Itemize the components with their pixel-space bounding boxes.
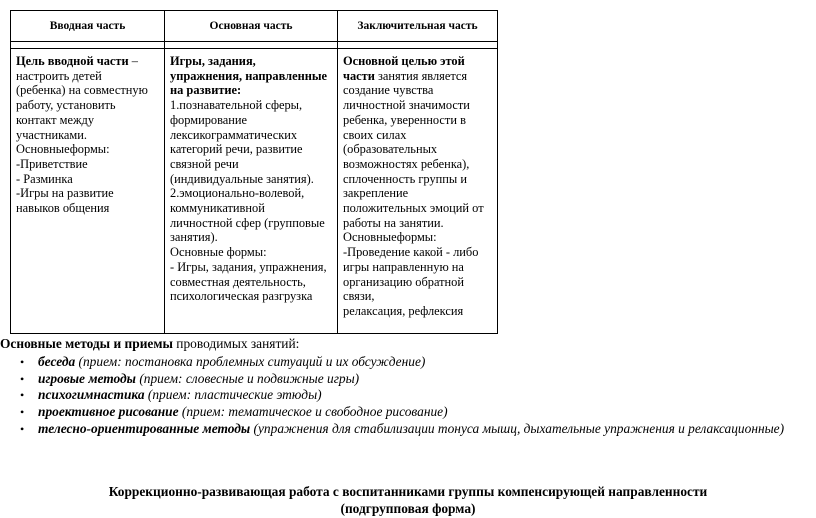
methods-heading-rest: проводимых занятий: bbox=[172, 336, 300, 351]
cell-line bbox=[16, 172, 160, 187]
cell-line-text: связной речи bbox=[170, 156, 239, 171]
cell-line bbox=[343, 289, 493, 304]
cell-line bbox=[16, 128, 160, 143]
cell-line bbox=[170, 98, 333, 113]
cell-line-text: связи, bbox=[343, 289, 375, 304]
cell-line bbox=[343, 216, 493, 231]
bullet-icon: • bbox=[20, 388, 25, 403]
cell-line-bold: упражнения, направленные bbox=[170, 68, 328, 83]
table-gap-row bbox=[11, 42, 498, 49]
section-title bbox=[0, 484, 816, 518]
cell-line-text: - Игры, задания, упражнения, bbox=[170, 259, 327, 274]
method-term: телесно-ориентированные методы bbox=[38, 420, 251, 436]
cell-line-text: контакт между bbox=[16, 112, 95, 127]
cell-line bbox=[170, 83, 333, 98]
cell-line-text: Основныеформы: bbox=[16, 142, 110, 157]
cell-line bbox=[343, 201, 493, 216]
method-description: (прием: тематическое и свободное рисование) bbox=[178, 404, 448, 420]
cell-line bbox=[170, 245, 333, 260]
cell-line bbox=[16, 157, 160, 172]
cell-line bbox=[343, 230, 493, 245]
method-item bbox=[0, 371, 816, 388]
cell-line bbox=[170, 69, 333, 84]
cell-line-text: своих силах bbox=[343, 127, 407, 142]
method-description: (прием: пластические этюды) bbox=[144, 387, 322, 403]
cell-line-text: работу, установить bbox=[16, 98, 116, 113]
cell-line bbox=[343, 172, 493, 187]
methods-heading-bold: Основные методы и приемы bbox=[0, 336, 173, 351]
method-term: проективное рисование bbox=[38, 404, 179, 420]
cell-line-text: (индивидуальные занятия). bbox=[170, 171, 314, 186]
cell-line-text: занятия является bbox=[374, 68, 468, 83]
cell-line-text: работы на занятии. bbox=[343, 215, 444, 230]
cell-line-text: закрепление bbox=[343, 186, 409, 201]
cell-line bbox=[343, 54, 493, 69]
cell-line bbox=[343, 186, 493, 201]
cell-line-bold: Основной целью этой bbox=[343, 54, 465, 68]
cell-line-text: занятия). bbox=[170, 230, 218, 245]
cell-line-text: лексикограмматических bbox=[170, 127, 298, 142]
cell-line bbox=[170, 216, 333, 231]
cell-line-text: коммуникативной bbox=[170, 201, 265, 216]
method-description: (прием: постановка проблемных ситуаций и их обсуждение) bbox=[75, 353, 426, 369]
cell-line-text: создание чувства bbox=[343, 83, 434, 98]
cell-line bbox=[343, 69, 493, 84]
cell-main bbox=[165, 49, 338, 334]
cell-line-text: ребенка, уверенности в bbox=[343, 112, 466, 127]
cell-final bbox=[338, 49, 498, 334]
cell-line-text: формирование bbox=[170, 112, 248, 127]
cell-line bbox=[170, 230, 333, 245]
bullet-icon: • bbox=[20, 421, 25, 436]
cell-line bbox=[16, 201, 160, 216]
cell-line-text: положительных эмоций от bbox=[343, 201, 484, 216]
cell-line-text: 2.эмоционально-волевой, bbox=[170, 186, 305, 201]
method-term: беседа bbox=[38, 353, 76, 369]
cell-line-bold: части bbox=[343, 68, 375, 83]
table-body-row bbox=[11, 49, 498, 334]
method-term: игровые методы bbox=[38, 370, 136, 386]
cell-line-text: (ребенка) на совместную bbox=[16, 83, 148, 98]
method-item bbox=[0, 421, 816, 438]
cell-line bbox=[16, 98, 160, 113]
cell-line-text: релаксация, рефлексия bbox=[343, 303, 464, 318]
cell-line bbox=[170, 201, 333, 216]
cell-line-text: участниками. bbox=[16, 127, 88, 142]
method-term: психогимнастика bbox=[38, 387, 145, 403]
method-item bbox=[0, 387, 816, 404]
cell-line-bold: Игры, задания, bbox=[170, 54, 256, 68]
lesson-structure-table bbox=[10, 10, 498, 334]
cell-line bbox=[16, 54, 160, 69]
cell-line-text: Основные формы: bbox=[170, 245, 267, 260]
cell-line-text: (образовательных bbox=[343, 142, 438, 157]
method-item bbox=[0, 354, 816, 371]
cell-line-text: 1.познавательной сферы, bbox=[170, 98, 303, 113]
cell-line bbox=[170, 260, 333, 275]
header-main: Основная часть bbox=[165, 11, 338, 42]
cell-line bbox=[343, 304, 493, 319]
cell-line-text: -Проведение какой - либо bbox=[343, 245, 479, 260]
cell-line bbox=[343, 98, 493, 113]
cell-line bbox=[170, 172, 333, 187]
cell-line bbox=[16, 142, 160, 157]
cell-line-bold: Цель вводной части bbox=[16, 54, 129, 68]
cell-line-bold: на развитие: bbox=[170, 83, 242, 98]
methods-list bbox=[0, 354, 816, 438]
cell-line-text: сплоченность группы и bbox=[343, 171, 467, 186]
cell-line bbox=[343, 275, 493, 290]
method-description: (упражнения для стабилизации тонуса мышц, дыхательные упражнения и релаксационные) bbox=[250, 420, 785, 436]
section-title-line2: (подгрупповая форма) bbox=[340, 500, 476, 516]
cell-line bbox=[170, 142, 333, 157]
cell-line bbox=[170, 128, 333, 143]
cell-line-text: Основныеформы: bbox=[343, 230, 437, 245]
cell-line bbox=[170, 275, 333, 290]
cell-line-text: игры направленную на bbox=[343, 259, 464, 274]
header-intro: Вводная часть bbox=[11, 11, 165, 42]
cell-line bbox=[343, 113, 493, 128]
cell-line-text: психологическая разгрузка bbox=[170, 289, 313, 304]
bullet-icon: • bbox=[20, 405, 25, 420]
cell-line bbox=[170, 157, 333, 172]
methods-section bbox=[0, 336, 816, 438]
cell-line-text: личностной значимости bbox=[343, 98, 470, 113]
header-final: Заключительная часть bbox=[338, 11, 498, 42]
cell-line bbox=[343, 245, 493, 260]
cell-line-text: -Приветствие bbox=[16, 156, 88, 171]
method-description: (прием: словесные и подвижные игры) bbox=[135, 370, 360, 386]
cell-line-text: настроить детей bbox=[16, 68, 102, 83]
cell-intro bbox=[11, 49, 165, 334]
cell-line bbox=[343, 128, 493, 143]
cell-line bbox=[343, 142, 493, 157]
cell-line-text: возможностях ребенка), bbox=[343, 156, 470, 171]
cell-line-text: – bbox=[128, 54, 138, 68]
cell-line-text: навыков общения bbox=[16, 201, 110, 216]
cell-line bbox=[16, 83, 160, 98]
cell-line bbox=[343, 260, 493, 275]
cell-line bbox=[170, 113, 333, 128]
cell-line-text: -Игры на развитие bbox=[16, 186, 114, 201]
cell-line bbox=[170, 289, 333, 304]
cell-line bbox=[16, 113, 160, 128]
cell-line bbox=[16, 186, 160, 201]
bullet-icon: • bbox=[20, 371, 25, 386]
table-header-row bbox=[11, 11, 498, 42]
cell-line bbox=[170, 186, 333, 201]
cell-line bbox=[343, 83, 493, 98]
cell-line-text: категорий речи, развитие bbox=[170, 142, 303, 157]
cell-line-text: - Разминка bbox=[16, 171, 73, 186]
cell-line-text: организацию обратной bbox=[343, 274, 464, 289]
cell-line bbox=[343, 157, 493, 172]
cell-line-text: совместная деятельность, bbox=[170, 274, 306, 289]
cell-line bbox=[16, 69, 160, 84]
cell-line bbox=[170, 54, 333, 69]
cell-line-text: личностной сфер (групповые bbox=[170, 215, 325, 230]
method-item bbox=[0, 404, 816, 421]
bullet-icon: • bbox=[20, 354, 25, 369]
section-title-line1: Коррекционно-развивающая работа с воспитанниками группы компенсирующей направленности bbox=[108, 484, 708, 499]
methods-heading bbox=[0, 336, 816, 353]
